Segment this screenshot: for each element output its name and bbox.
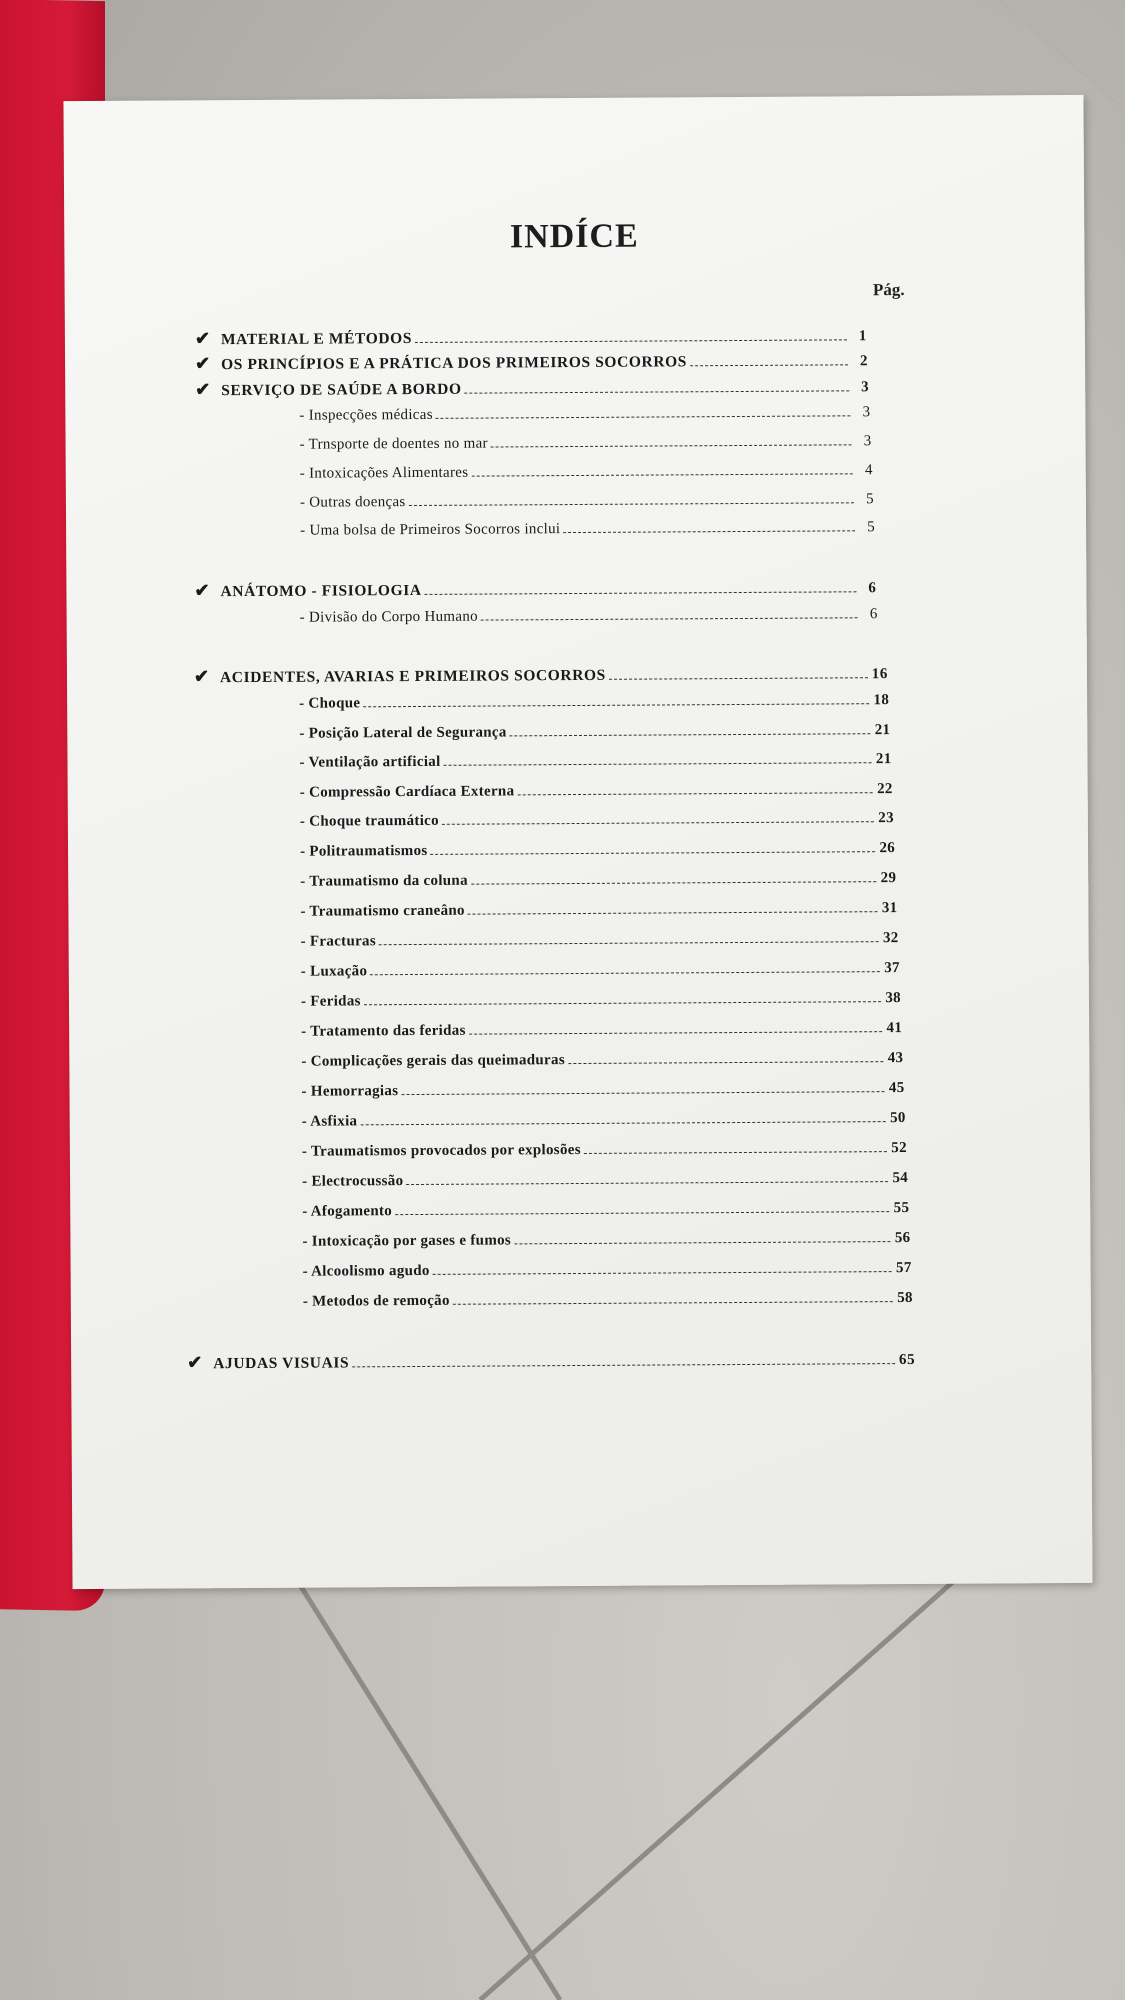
toc-subentry[interactable] <box>300 870 896 891</box>
toc-entry-label: - Choque <box>299 695 361 712</box>
toc-entry-label: - Compressão Cardíaca Externa <box>299 783 515 801</box>
dot-leader <box>563 530 855 533</box>
toc-entry-page: 41 <box>886 1020 903 1037</box>
toc-entry-page: 6 <box>869 606 878 623</box>
toc-subentry[interactable] <box>299 692 889 713</box>
dot-leader <box>360 1121 885 1125</box>
toc-entry-label: - Traumatismo craneâno <box>300 902 465 920</box>
toc-entry-page: 37 <box>884 960 900 977</box>
index-page <box>63 95 1092 1589</box>
toc-entry-label: - Inspecções médicas <box>299 406 433 424</box>
dot-leader <box>425 591 857 595</box>
checkmark-icon: ✔ <box>194 328 211 349</box>
dot-leader <box>442 821 874 825</box>
toc-subentry[interactable] <box>300 781 893 802</box>
toc-entry-page: 26 <box>879 840 896 857</box>
dot-leader <box>514 1241 890 1244</box>
toc-subentry[interactable] <box>300 810 894 831</box>
dot-leader <box>436 415 851 419</box>
toc-entry-label: - Electrocussão <box>302 1173 404 1190</box>
toc-subentry[interactable] <box>301 1020 902 1041</box>
toc-subentry[interactable] <box>299 722 890 743</box>
dot-leader <box>465 390 850 393</box>
toc-entry-label: - Feridas <box>300 993 361 1010</box>
toc-entry-page: 21 <box>874 722 891 739</box>
dot-leader <box>379 941 879 945</box>
toc-entry-label: - Metodos de remoção <box>302 1292 450 1310</box>
dot-leader <box>433 1271 892 1275</box>
toc-entry-label: SERVIÇO DE SAÚDE A BORDO <box>221 380 462 400</box>
checkmark-icon: ✔ <box>195 379 211 400</box>
toc-entry[interactable] <box>194 662 888 687</box>
toc-entry-page: 55 <box>893 1199 910 1217</box>
toc-subentry[interactable] <box>299 751 891 772</box>
dot-leader <box>406 1181 888 1185</box>
toc-entry-label: - Intoxicações Alimentares <box>299 464 469 482</box>
toc-entry-page: 22 <box>877 781 893 798</box>
toc-subentry[interactable] <box>303 1260 912 1281</box>
toc-subentry[interactable] <box>302 1140 907 1161</box>
page-title: INDÍCE <box>509 217 639 256</box>
toc-entry-page: 56 <box>894 1229 911 1247</box>
toc-entry-label: - Posição Lateral de Segurança <box>299 724 507 742</box>
toc-entry-page: 31 <box>881 900 898 917</box>
dot-leader <box>453 1301 893 1305</box>
toc-entry[interactable] <box>187 1348 915 1373</box>
dot-leader <box>609 677 868 680</box>
toc-entry-page: 5 <box>867 519 876 536</box>
toc-entry-label: - Hemorragias <box>301 1083 399 1100</box>
toc-entry-label: - Afogamento <box>302 1203 393 1220</box>
toc-subentry[interactable] <box>301 1080 904 1101</box>
toc-subentry[interactable] <box>300 840 895 861</box>
toc-subentry[interactable] <box>302 1230 910 1251</box>
dot-leader <box>584 1151 887 1154</box>
table-of-contents <box>63 95 1092 1589</box>
toc-entry-label: MATERIAL E MÉTODOS <box>220 330 413 349</box>
toc-entry[interactable] <box>194 576 876 601</box>
checkmark-icon: ✔ <box>193 666 210 687</box>
toc-subentry[interactable] <box>301 990 901 1011</box>
toc-subentry[interactable] <box>301 930 899 951</box>
dot-leader <box>409 502 854 506</box>
dot-leader <box>363 703 869 707</box>
toc-subentry[interactable] <box>301 1050 903 1071</box>
toc-entry-label: - Intoxicação por gases e fumos <box>302 1232 512 1250</box>
dot-leader <box>401 1091 884 1095</box>
toc-entry-label: - Tratamento das feridas <box>301 1022 466 1040</box>
toc-entry-label: - Outras doenças <box>299 494 406 511</box>
dot-leader <box>364 1001 881 1005</box>
toc-entry-page: 4 <box>864 462 873 479</box>
toc-subentry[interactable] <box>301 960 900 981</box>
toc-entry-page: 32 <box>882 930 899 947</box>
toc-entry-page: 54 <box>892 1169 909 1187</box>
toc-entry-page: 6 <box>868 580 877 597</box>
toc-entry-label: AJUDAS VISUAIS <box>213 1354 350 1373</box>
dot-leader <box>352 1363 895 1367</box>
dot-leader <box>510 733 871 736</box>
toc-entry-label: ANÁTOMO - FISIOLOGIA <box>220 581 422 601</box>
toc-entry-label: - Choque traumático <box>299 812 439 830</box>
toc-entry-page: 16 <box>871 666 889 683</box>
toc-entry-page: 5 <box>866 491 874 508</box>
toc-entry-page: 3 <box>863 433 872 450</box>
dot-leader <box>370 971 880 975</box>
dot-leader <box>491 444 852 447</box>
toc-entry-label: - Complicações gerais das queimaduras <box>301 1052 565 1070</box>
dot-leader <box>431 851 876 855</box>
toc-entry-label: - Asfixia <box>301 1113 358 1130</box>
toc-entry-label: ACIDENTES, AVARIAS E PRIMEIROS SOCORROS <box>219 666 606 687</box>
dot-leader <box>517 792 872 795</box>
checkmark-icon: ✔ <box>194 580 211 601</box>
toc-entry[interactable] <box>195 324 867 349</box>
toc-entry-label: - Alcoolismo agudo <box>302 1262 430 1280</box>
toc-entry-page: 43 <box>887 1050 904 1067</box>
toc-subentry[interactable] <box>299 404 870 424</box>
toc-entry-label: - Trnsporte de doentes no mar <box>299 435 488 453</box>
dot-leader <box>395 1211 889 1215</box>
toc-subentry[interactable] <box>303 1290 913 1311</box>
toc-entry-label: - Traumatismos provocados por explosões <box>301 1141 581 1160</box>
toc-entry-page: 3 <box>861 379 870 396</box>
dot-leader <box>690 364 848 366</box>
toc-subentry[interactable] <box>300 491 874 512</box>
dot-leader <box>471 881 876 884</box>
toc-subentry[interactable] <box>300 519 875 540</box>
dot-leader <box>469 1031 882 1035</box>
dot-leader <box>468 911 878 915</box>
page-column-header: Pág. <box>872 279 905 300</box>
toc-entry[interactable] <box>195 349 868 374</box>
toc-entry-page: 3 <box>862 404 871 421</box>
toc-entry-label: - Fracturas <box>300 933 377 950</box>
toc-entry-page: 58 <box>897 1289 913 1307</box>
toc-entry-label: - Traumatismo da coluna <box>300 872 468 890</box>
toc-entry-page: 2 <box>859 353 869 370</box>
toc-subentry[interactable] <box>300 462 873 482</box>
toc-entry-page: 23 <box>878 810 894 827</box>
toc-subentry[interactable] <box>300 900 897 921</box>
dot-leader <box>444 762 872 766</box>
toc-entry-page: 52 <box>891 1139 907 1157</box>
dot-leader <box>415 339 847 343</box>
toc-entry-page: 50 <box>890 1110 906 1127</box>
toc-subentry[interactable] <box>300 433 872 453</box>
dot-leader <box>481 617 858 620</box>
toc-entry-label: - Divisão do Corpo Humano <box>299 608 478 626</box>
toc-entry-label: - Politraumatismos <box>300 842 428 860</box>
toc-entry-page: 65 <box>898 1351 916 1369</box>
toc-entry-page: 57 <box>895 1259 912 1277</box>
toc-entry-label: - Uma bolsa de Primeiros Socorros inclui <box>300 521 561 539</box>
dot-leader <box>471 473 852 476</box>
toc-entry-label: OS PRINCÍPIOS E A PRÁTICA DOS PRIMEIROS SOCORROS <box>221 353 688 374</box>
toc-entry-page: 38 <box>885 990 902 1007</box>
toc-subentry[interactable] <box>300 606 878 627</box>
toc-entry-page: 1 <box>858 328 867 345</box>
checkmark-icon: ✔ <box>195 353 211 374</box>
toc-entry[interactable] <box>195 375 869 400</box>
toc-entry-label: - Luxação <box>300 963 368 980</box>
toc-subentry[interactable] <box>302 1110 906 1131</box>
toc-entry-page: 45 <box>888 1080 905 1097</box>
checkmark-icon: ✔ <box>187 1352 203 1373</box>
toc-entry-label: - Ventilação artificial <box>299 753 441 771</box>
toc-subentry[interactable] <box>302 1200 909 1221</box>
dot-leader <box>568 1061 883 1064</box>
toc-entry-page: 18 <box>873 692 890 709</box>
toc-subentry[interactable] <box>302 1170 908 1191</box>
toc-entry-page: 29 <box>880 870 897 887</box>
toc-entry-page: 21 <box>875 751 892 768</box>
